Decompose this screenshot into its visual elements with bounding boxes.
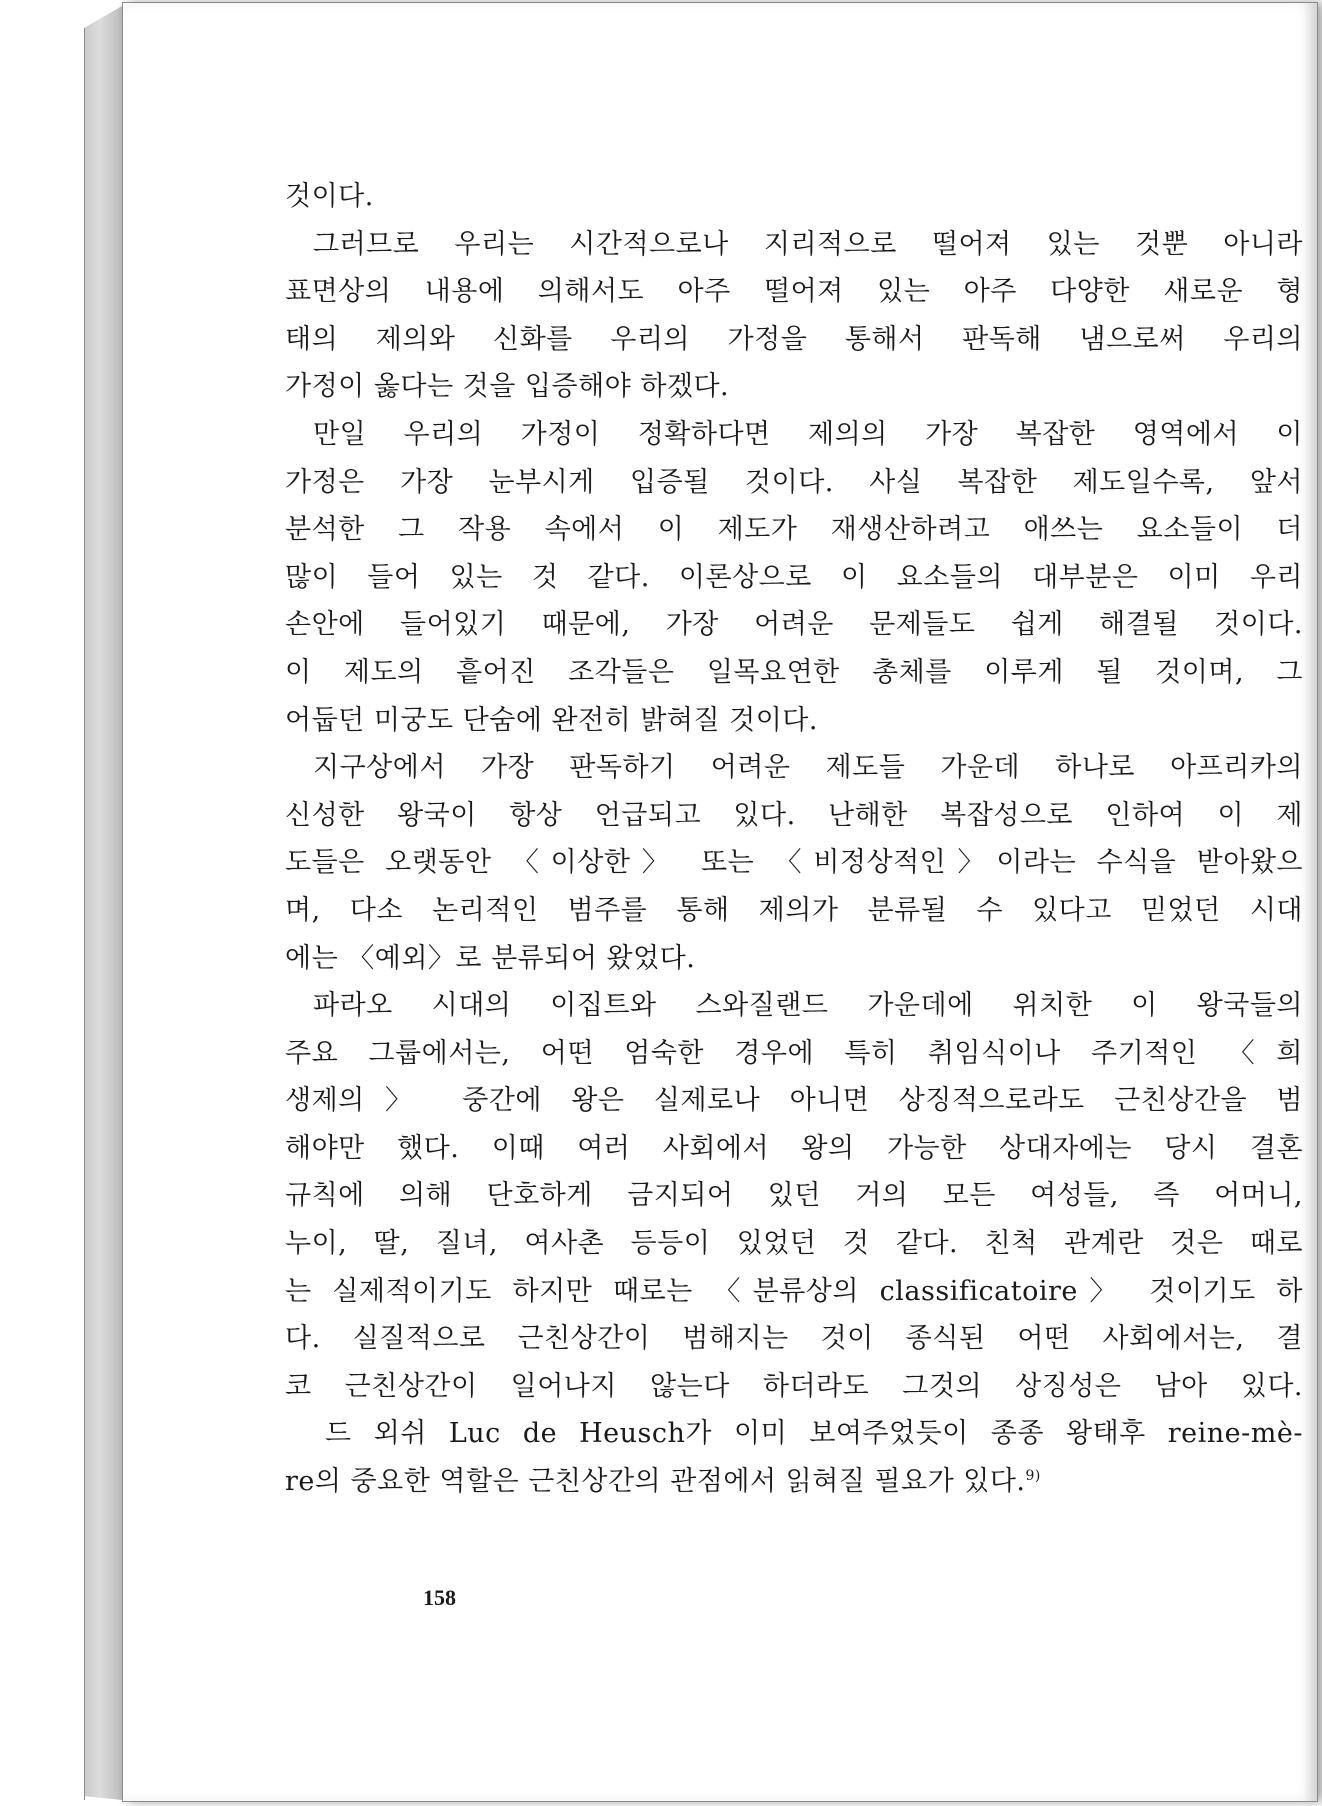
text-line: 만일 우리의 가정이 정확하다면 제의의 가장 복잡한 영역에서 이 — [313, 418, 1303, 450]
body-text — [285, 173, 1303, 1506]
page-number: 158 — [423, 1585, 456, 1610]
text-line: 이 제도의 흩어진 조각들은 일목요연한 총체를 이루게 될 것이며, 그 — [285, 656, 1303, 688]
text-line: 지구상에서 가장 판독하기 어려운 제도들 가운데 하나로 아프리카의 — [313, 752, 1303, 784]
text-line: 표면상의 내용에 의해서도 아주 떨어져 있는 아주 다양한 새로운 형 — [285, 276, 1303, 308]
book-spine-edge — [84, 6, 122, 1800]
text-line: 는 실제적이기도 하지만 때로는 〈분류상의 classificatoire〉 것이기도 하 — [285, 1275, 1303, 1307]
text-line-content: re의 중요한 역할은 근친상간의 관점에서 읽혀질 필요가 있다. — [285, 1466, 1026, 1498]
text-line: 생제의〉 중간에 왕은 실제로나 아니면 상징적으로라도 근친상간을 범 — [285, 1085, 1303, 1117]
text-line: 도들은 오랫동안 〈이상한〉 또는 〈비정상적인〉이라는 수식을 받아왔으 — [285, 847, 1303, 879]
spine-outline — [84, 28, 85, 1800]
text-line: 코 근친상간이 일어나지 않는다 하더라도 그것의 상징성은 남아 있다. — [285, 1370, 1303, 1402]
text-line: 파라오 시대의 이집트와 스와질랜드 가운데에 위치한 이 왕국들의 — [313, 990, 1303, 1022]
footnote-marker: 9) — [1025, 1468, 1041, 1485]
text-line: 태의 제의와 신화를 우리의 가정을 통해서 판독해 냄으로써 우리의 — [285, 323, 1303, 355]
text-line: 며, 다소 논리적인 범주를 통해 제의가 분류될 수 있다고 믿었던 시대 — [285, 894, 1303, 926]
text-line: 그러므로 우리는 시간적으로나 지리적으로 떨어져 있는 것뿐 아니라 — [313, 228, 1303, 260]
text-line: 에는 〈예외〉로 분류되어 왔었다. — [285, 942, 696, 974]
text-line-last — [285, 1458, 1303, 1506]
text-line: 어둡던 미궁도 단숨에 완전히 밝혀질 것이다. — [285, 704, 818, 736]
text-line: 신성한 왕국이 항상 언급되고 있다. 난해한 복잡성으로 인하여 이 제 — [285, 799, 1303, 831]
text-line: 주요 그룹에서는, 어떤 엄숙한 경우에 특히 취임식이나 주기적인 〈희 — [285, 1037, 1303, 1069]
text-line: 누이, 딸, 질녀, 여사촌 등등이 있었던 것 같다. 친척 관계란 것은 때로 — [285, 1228, 1303, 1260]
text-line: 드 외쉬 Luc de Heusch가 이미 보여주었듯이 종종 왕태후 reine-mè- — [325, 1418, 1303, 1450]
text-line: 가정은 가장 눈부시게 입증될 것이다. 사실 복잡한 제도일수록, 앞서 — [285, 466, 1303, 498]
text-line: 규칙에 의해 단호하게 금지되어 있던 거의 모든 여성들, 즉 어머니, — [285, 1180, 1303, 1212]
text-line: 것이다. — [285, 181, 374, 212]
text-line: 가정이 옳다는 것을 입증해야 하겠다. — [285, 371, 730, 403]
text-line: 많이 들어 있는 것 같다. 이론상으로 이 요소들의 대부분은 이미 우리 — [285, 561, 1303, 593]
text-line: 다. 실질적으로 근친상간이 범해지는 것이 종식된 어떤 사회에서는, 결 — [285, 1323, 1303, 1355]
page-edge-shadow — [1303, 3, 1317, 1801]
text-line: 해야만 했다. 이때 여러 사회에서 왕의 가능한 상대자에는 당시 결혼 — [285, 1132, 1303, 1164]
text-line: 분석한 그 작용 속에서 이 제도가 재생산하려고 애쓰는 요소들이 더 — [285, 514, 1303, 546]
page-sheet — [122, 2, 1318, 1802]
text-line: 손안에 들어있기 때문에, 가장 어려운 문제들도 쉽게 해결될 것이다. — [285, 609, 1303, 641]
